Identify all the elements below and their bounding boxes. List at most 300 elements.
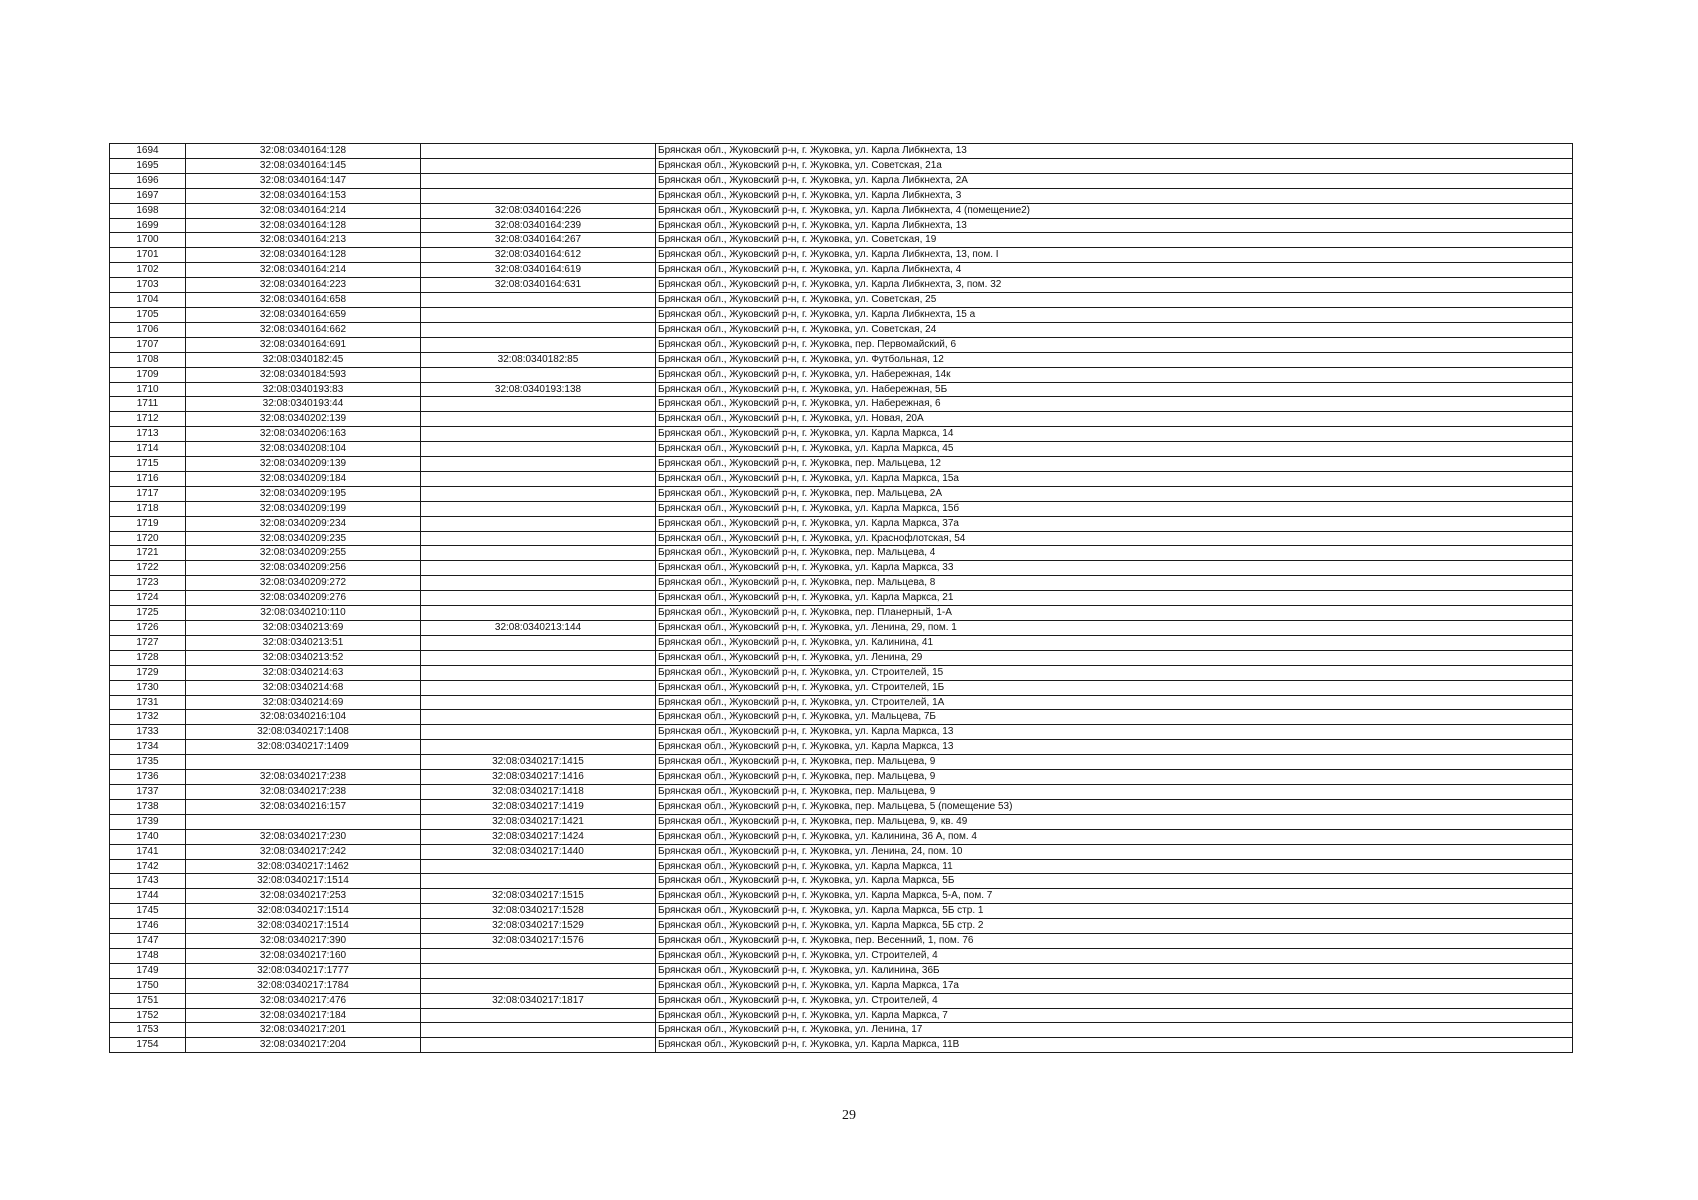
table-row — [110, 442, 1573, 457]
address-cell: Брянская обл., Жуковский р-н, г. Жуковка, ул. Советская, 19 — [656, 233, 1573, 248]
table-row — [110, 307, 1573, 322]
land-cadastral-number-cell: 32:08:0340209:256 — [186, 561, 421, 576]
table-row — [110, 203, 1573, 218]
table-row — [110, 919, 1573, 934]
land-cadastral-number-cell: 32:08:0340209:139 — [186, 457, 421, 472]
object-cadastral-number-cell — [421, 486, 656, 501]
table-row — [110, 844, 1573, 859]
address-cell: Брянская обл., Жуковский р-н, г. Жуковка, ул. Карла Маркса, 33 — [656, 561, 1573, 576]
address-cell: Брянская обл., Жуковский р-н, г. Жуковка, ул. Карла Маркса, 5Б стр. 1 — [656, 904, 1573, 919]
table-row — [110, 948, 1573, 963]
object-cadastral-number-cell — [421, 561, 656, 576]
row-number-cell: 1698 — [110, 203, 186, 218]
object-cadastral-number-cell — [421, 546, 656, 561]
object-cadastral-number-cell: 32:08:0340217:1817 — [421, 993, 656, 1008]
land-cadastral-number-cell: 32:08:0340164:213 — [186, 233, 421, 248]
address-cell: Брянская обл., Жуковский р-н, г. Жуковка, ул. Ленина, 24, пом. 10 — [656, 844, 1573, 859]
address-cell: Брянская обл., Жуковский р-н, г. Жуковка, ул. Карла Маркса, 11 — [656, 859, 1573, 874]
land-cadastral-number-cell: 32:08:0340217:1784 — [186, 978, 421, 993]
object-cadastral-number-cell — [421, 412, 656, 427]
row-number-cell: 1720 — [110, 531, 186, 546]
address-cell: Брянская обл., Жуковский р-н, г. Жуковка, ул. Карла Маркса, 37а — [656, 516, 1573, 531]
table-row — [110, 621, 1573, 636]
land-cadastral-number-cell: 32:08:0340182:45 — [186, 352, 421, 367]
row-number-cell: 1712 — [110, 412, 186, 427]
address-cell: Брянская обл., Жуковский р-н, г. Жуковка, ул. Ленина, 29, пом. 1 — [656, 621, 1573, 636]
address-cell: Брянская обл., Жуковский р-н, г. Жуковка, пер. Планерный, 1-А — [656, 606, 1573, 621]
address-cell: Брянская обл., Жуковский р-н, г. Жуковка, ул. Набережная, 5Б — [656, 382, 1573, 397]
table-row — [110, 680, 1573, 695]
address-cell: Брянская обл., Жуковский р-н, г. Жуковка, ул. Калинина, 36 А, пом. 4 — [656, 829, 1573, 844]
table-row — [110, 1038, 1573, 1053]
table-row — [110, 978, 1573, 993]
table-row — [110, 695, 1573, 710]
table-row — [110, 531, 1573, 546]
land-cadastral-number-cell: 32:08:0340164:128 — [186, 218, 421, 233]
address-cell: Брянская обл., Жуковский р-н, г. Жуковка, пер. Весенний, 1, пом. 76 — [656, 934, 1573, 949]
land-cadastral-number-cell: 32:08:0340217:1409 — [186, 740, 421, 755]
address-cell: Брянская обл., Жуковский р-н, г. Жуковка, ул. Карла Либкнехта, 4 (помещение2) — [656, 203, 1573, 218]
address-cell: Брянская обл., Жуковский р-н, г. Жуковка, ул. Карла Либкнехта, 13 — [656, 144, 1573, 159]
land-cadastral-number-cell: 32:08:0340164:214 — [186, 263, 421, 278]
row-number-cell: 1727 — [110, 635, 186, 650]
table-row — [110, 561, 1573, 576]
table-row — [110, 218, 1573, 233]
object-cadastral-number-cell: 32:08:0340213:144 — [421, 621, 656, 636]
table-row — [110, 1023, 1573, 1038]
table-row — [110, 904, 1573, 919]
table-row — [110, 486, 1573, 501]
table-row — [110, 963, 1573, 978]
table-row — [110, 412, 1573, 427]
row-number-cell: 1737 — [110, 784, 186, 799]
land-cadastral-number-cell: 32:08:0340217:184 — [186, 1008, 421, 1023]
table-row — [110, 293, 1573, 308]
row-number-cell: 1696 — [110, 173, 186, 188]
table-row — [110, 427, 1573, 442]
object-cadastral-number-cell: 32:08:0340164:226 — [421, 203, 656, 218]
land-cadastral-number-cell: 32:08:0340164:128 — [186, 248, 421, 263]
table-row — [110, 784, 1573, 799]
object-cadastral-number-cell — [421, 1038, 656, 1053]
address-cell: Брянская обл., Жуковский р-н, г. Жуковка, ул. Карла Маркса, 15а — [656, 471, 1573, 486]
row-number-cell: 1741 — [110, 844, 186, 859]
address-cell: Брянская обл., Жуковский р-н, г. Жуковка, ул. Набережная, 14к — [656, 367, 1573, 382]
land-cadastral-number-cell: 32:08:0340164:658 — [186, 293, 421, 308]
table-row — [110, 591, 1573, 606]
land-cadastral-number-cell — [186, 814, 421, 829]
land-cadastral-number-cell: 32:08:0340217:1462 — [186, 859, 421, 874]
address-cell: Брянская обл., Жуковский р-н, г. Жуковка, ул. Строителей, 4 — [656, 948, 1573, 963]
object-cadastral-number-cell — [421, 1023, 656, 1038]
land-cadastral-number-cell: 32:08:0340217:160 — [186, 948, 421, 963]
land-cadastral-number-cell: 32:08:0340193:44 — [186, 397, 421, 412]
row-number-cell: 1751 — [110, 993, 186, 1008]
object-cadastral-number-cell — [421, 442, 656, 457]
address-cell: Брянская обл., Жуковский р-н, г. Жуковка, ул. Краснофлотская, 54 — [656, 531, 1573, 546]
row-number-cell: 1748 — [110, 948, 186, 963]
object-cadastral-number-cell: 32:08:0340164:239 — [421, 218, 656, 233]
table-row — [110, 248, 1573, 263]
object-cadastral-number-cell — [421, 710, 656, 725]
address-cell: Брянская обл., Жуковский р-н, г. Жуковка, ул. Строителей, 1Б — [656, 680, 1573, 695]
table-row — [110, 799, 1573, 814]
row-number-cell: 1710 — [110, 382, 186, 397]
address-cell: Брянская обл., Жуковский р-н, г. Жуковка, ул. Строителей, 15 — [656, 665, 1573, 680]
address-cell: Брянская обл., Жуковский р-н, г. Жуковка, ул. Карла Либкнехта, 13, пом. I — [656, 248, 1573, 263]
row-number-cell: 1744 — [110, 889, 186, 904]
object-cadastral-number-cell — [421, 665, 656, 680]
land-cadastral-number-cell: 32:08:0340209:272 — [186, 576, 421, 591]
row-number-cell: 1697 — [110, 188, 186, 203]
land-cadastral-number-cell: 32:08:0340217:238 — [186, 770, 421, 785]
address-cell: Брянская обл., Жуковский р-н, г. Жуковка, ул. Карла Либкнехта, 15 а — [656, 307, 1573, 322]
table-row — [110, 278, 1573, 293]
object-cadastral-number-cell: 32:08:0340217:1419 — [421, 799, 656, 814]
table-row — [110, 471, 1573, 486]
row-number-cell: 1699 — [110, 218, 186, 233]
land-cadastral-number-cell: 32:08:0340217:1514 — [186, 919, 421, 934]
address-cell: Брянская обл., Жуковский р-н, г. Жуковка, ул. Советская, 25 — [656, 293, 1573, 308]
row-number-cell: 1732 — [110, 710, 186, 725]
row-number-cell: 1746 — [110, 919, 186, 934]
address-cell: Брянская обл., Жуковский р-н, г. Жуковка, ул. Мальцева, 7Б — [656, 710, 1573, 725]
address-cell: Брянская обл., Жуковский р-н, г. Жуковка, пер. Мальцева, 5 (помещение 53) — [656, 799, 1573, 814]
row-number-cell: 1717 — [110, 486, 186, 501]
row-number-cell: 1729 — [110, 665, 186, 680]
row-number-cell: 1728 — [110, 650, 186, 665]
object-cadastral-number-cell — [421, 158, 656, 173]
row-number-cell: 1711 — [110, 397, 186, 412]
table-row — [110, 457, 1573, 472]
row-number-cell: 1719 — [110, 516, 186, 531]
land-cadastral-number-cell: 32:08:0340213:51 — [186, 635, 421, 650]
object-cadastral-number-cell — [421, 1008, 656, 1023]
address-cell: Брянская обл., Жуковский р-н, г. Жуковка, ул. Набережная, 6 — [656, 397, 1573, 412]
land-cadastral-number-cell: 32:08:0340164:147 — [186, 173, 421, 188]
object-cadastral-number-cell: 32:08:0340217:1528 — [421, 904, 656, 919]
table-row — [110, 173, 1573, 188]
row-number-cell: 1743 — [110, 874, 186, 889]
row-number-cell: 1706 — [110, 322, 186, 337]
land-cadastral-number-cell: 32:08:0340213:69 — [186, 621, 421, 636]
row-number-cell: 1724 — [110, 591, 186, 606]
row-number-cell: 1753 — [110, 1023, 186, 1038]
row-number-cell: 1734 — [110, 740, 186, 755]
land-cadastral-number-cell: 32:08:0340209:235 — [186, 531, 421, 546]
land-cadastral-number-cell: 32:08:0340217:476 — [186, 993, 421, 1008]
land-cadastral-number-cell: 32:08:0340184:593 — [186, 367, 421, 382]
object-cadastral-number-cell: 32:08:0340217:1418 — [421, 784, 656, 799]
table-row — [110, 859, 1573, 874]
row-number-cell: 1736 — [110, 770, 186, 785]
land-cadastral-number-cell: 32:08:0340206:163 — [186, 427, 421, 442]
address-cell: Брянская обл., Жуковский р-н, г. Жуковка, пер. Мальцева, 12 — [656, 457, 1573, 472]
row-number-cell: 1694 — [110, 144, 186, 159]
land-cadastral-number-cell: 32:08:0340214:68 — [186, 680, 421, 695]
table-row — [110, 158, 1573, 173]
land-cadastral-number-cell: 32:08:0340164:691 — [186, 337, 421, 352]
address-cell: Брянская обл., Жуковский р-н, г. Жуковка, ул. Калинина, 36Б — [656, 963, 1573, 978]
address-cell: Брянская обл., Жуковский р-н, г. Жуковка, ул. Карла Маркса, 7 — [656, 1008, 1573, 1023]
address-cell: Брянская обл., Жуковский р-н, г. Жуковка, ул. Карла Маркса, 21 — [656, 591, 1573, 606]
table-row — [110, 710, 1573, 725]
object-cadastral-number-cell: 32:08:0340193:138 — [421, 382, 656, 397]
object-cadastral-number-cell — [421, 591, 656, 606]
land-cadastral-number-cell: 32:08:0340209:255 — [186, 546, 421, 561]
table-row — [110, 635, 1573, 650]
registry-table — [109, 143, 1573, 1053]
object-cadastral-number-cell — [421, 427, 656, 442]
address-cell: Брянская обл., Жуковский р-н, г. Жуковка, пер. Мальцева, 9 — [656, 784, 1573, 799]
row-number-cell: 1709 — [110, 367, 186, 382]
row-number-cell: 1733 — [110, 725, 186, 740]
row-number-cell: 1718 — [110, 501, 186, 516]
row-number-cell: 1702 — [110, 263, 186, 278]
land-cadastral-number-cell: 32:08:0340217:201 — [186, 1023, 421, 1038]
land-cadastral-number-cell: 32:08:0340193:83 — [186, 382, 421, 397]
address-cell: Брянская обл., Жуковский р-н, г. Жуковка, ул. Карла Маркса, 17а — [656, 978, 1573, 993]
row-number-cell: 1735 — [110, 755, 186, 770]
table-row — [110, 829, 1573, 844]
land-cadastral-number-cell: 32:08:0340164:223 — [186, 278, 421, 293]
address-cell: Брянская обл., Жуковский р-н, г. Жуковка, пер. Мальцева, 2А — [656, 486, 1573, 501]
table-row — [110, 501, 1573, 516]
row-number-cell: 1738 — [110, 799, 186, 814]
land-cadastral-number-cell: 32:08:0340209:199 — [186, 501, 421, 516]
land-cadastral-number-cell: 32:08:0340217:1514 — [186, 874, 421, 889]
table-row — [110, 770, 1573, 785]
land-cadastral-number-cell: 32:08:0340217:1777 — [186, 963, 421, 978]
object-cadastral-number-cell — [421, 740, 656, 755]
address-cell: Брянская обл., Жуковский р-н, г. Жуковка, ул. Карла Маркса, 11В — [656, 1038, 1573, 1053]
land-cadastral-number-cell: 32:08:0340217:242 — [186, 844, 421, 859]
row-number-cell: 1701 — [110, 248, 186, 263]
object-cadastral-number-cell: 32:08:0340217:1415 — [421, 755, 656, 770]
land-cadastral-number-cell: 32:08:0340209:276 — [186, 591, 421, 606]
object-cadastral-number-cell — [421, 322, 656, 337]
land-cadastral-number-cell: 32:08:0340202:139 — [186, 412, 421, 427]
table-row — [110, 650, 1573, 665]
object-cadastral-number-cell — [421, 695, 656, 710]
address-cell: Брянская обл., Жуковский р-н, г. Жуковка, пер. Мальцева, 8 — [656, 576, 1573, 591]
row-number-cell: 1722 — [110, 561, 186, 576]
object-cadastral-number-cell — [421, 471, 656, 486]
object-cadastral-number-cell: 32:08:0340217:1416 — [421, 770, 656, 785]
row-number-cell: 1716 — [110, 471, 186, 486]
object-cadastral-number-cell — [421, 307, 656, 322]
land-cadastral-number-cell — [186, 755, 421, 770]
land-cadastral-number-cell: 32:08:0340214:63 — [186, 665, 421, 680]
address-cell: Брянская обл., Жуковский р-н, г. Жуковка, ул. Карла Маркса, 5Б стр. 2 — [656, 919, 1573, 934]
table-row — [110, 263, 1573, 278]
object-cadastral-number-cell: 32:08:0340164:267 — [421, 233, 656, 248]
table-row — [110, 874, 1573, 889]
object-cadastral-number-cell — [421, 978, 656, 993]
row-number-cell: 1750 — [110, 978, 186, 993]
land-cadastral-number-cell: 32:08:0340208:104 — [186, 442, 421, 457]
table-row — [110, 516, 1573, 531]
land-cadastral-number-cell: 32:08:0340217:238 — [186, 784, 421, 799]
land-cadastral-number-cell: 32:08:0340217:204 — [186, 1038, 421, 1053]
object-cadastral-number-cell — [421, 531, 656, 546]
table-row — [110, 367, 1573, 382]
row-number-cell: 1742 — [110, 859, 186, 874]
row-number-cell: 1715 — [110, 457, 186, 472]
address-cell: Брянская обл., Жуковский р-н, г. Жуковка, ул. Карла Либкнехта, 4 — [656, 263, 1573, 278]
land-cadastral-number-cell: 32:08:0340164:128 — [186, 144, 421, 159]
object-cadastral-number-cell: 32:08:0340164:619 — [421, 263, 656, 278]
row-number-cell: 1695 — [110, 158, 186, 173]
object-cadastral-number-cell: 32:08:0340164:631 — [421, 278, 656, 293]
object-cadastral-number-cell: 32:08:0340217:1576 — [421, 934, 656, 949]
object-cadastral-number-cell: 32:08:0340182:85 — [421, 352, 656, 367]
object-cadastral-number-cell — [421, 501, 656, 516]
row-number-cell: 1726 — [110, 621, 186, 636]
table-row — [110, 382, 1573, 397]
row-number-cell: 1747 — [110, 934, 186, 949]
address-cell: Брянская обл., Жуковский р-н, г. Жуковка, ул. Карла Либкнехта, 3 — [656, 188, 1573, 203]
land-cadastral-number-cell: 32:08:0340216:157 — [186, 799, 421, 814]
row-number-cell: 1700 — [110, 233, 186, 248]
object-cadastral-number-cell: 32:08:0340164:612 — [421, 248, 656, 263]
land-cadastral-number-cell: 32:08:0340216:104 — [186, 710, 421, 725]
object-cadastral-number-cell — [421, 650, 656, 665]
address-cell: Брянская обл., Жуковский р-н, г. Жуковка, ул. Калинина, 41 — [656, 635, 1573, 650]
object-cadastral-number-cell: 32:08:0340217:1515 — [421, 889, 656, 904]
row-number-cell: 1749 — [110, 963, 186, 978]
object-cadastral-number-cell — [421, 963, 656, 978]
address-cell: Брянская обл., Жуковский р-н, г. Жуковка, ул. Карла Либкнехта, 2А — [656, 173, 1573, 188]
object-cadastral-number-cell — [421, 337, 656, 352]
object-cadastral-number-cell — [421, 859, 656, 874]
address-cell: Брянская обл., Жуковский р-н, г. Жуковка, ул. Советская, 24 — [656, 322, 1573, 337]
object-cadastral-number-cell — [421, 874, 656, 889]
object-cadastral-number-cell: 32:08:0340217:1424 — [421, 829, 656, 844]
table-row — [110, 397, 1573, 412]
table-row — [110, 322, 1573, 337]
table-row — [110, 337, 1573, 352]
object-cadastral-number-cell — [421, 293, 656, 308]
object-cadastral-number-cell: 32:08:0340217:1440 — [421, 844, 656, 859]
address-cell: Брянская обл., Жуковский р-н, г. Жуковка, пер. Мальцева, 9, кв. 49 — [656, 814, 1573, 829]
object-cadastral-number-cell — [421, 680, 656, 695]
row-number-cell: 1725 — [110, 606, 186, 621]
row-number-cell: 1713 — [110, 427, 186, 442]
address-cell: Брянская обл., Жуковский р-н, г. Жуковка, ул. Карла Маркса, 13 — [656, 740, 1573, 755]
table-row — [110, 1008, 1573, 1023]
address-cell: Брянская обл., Жуковский р-н, г. Жуковка, ул. Ленина, 17 — [656, 1023, 1573, 1038]
object-cadastral-number-cell — [421, 516, 656, 531]
table-row — [110, 144, 1573, 159]
table-row — [110, 934, 1573, 949]
object-cadastral-number-cell — [421, 576, 656, 591]
land-cadastral-number-cell: 32:08:0340213:52 — [186, 650, 421, 665]
object-cadastral-number-cell — [421, 948, 656, 963]
land-cadastral-number-cell: 32:08:0340217:230 — [186, 829, 421, 844]
land-cadastral-number-cell: 32:08:0340217:1514 — [186, 904, 421, 919]
land-cadastral-number-cell: 32:08:0340217:253 — [186, 889, 421, 904]
row-number-cell: 1721 — [110, 546, 186, 561]
object-cadastral-number-cell: 32:08:0340217:1529 — [421, 919, 656, 934]
object-cadastral-number-cell — [421, 144, 656, 159]
land-cadastral-number-cell: 32:08:0340164:659 — [186, 307, 421, 322]
land-cadastral-number-cell: 32:08:0340164:214 — [186, 203, 421, 218]
land-cadastral-number-cell: 32:08:0340210:110 — [186, 606, 421, 621]
address-cell: Брянская обл., Жуковский р-н, г. Жуковка, ул. Карла Либкнехта, 3, пом. 32 — [656, 278, 1573, 293]
row-number-cell: 1745 — [110, 904, 186, 919]
land-cadastral-number-cell: 32:08:0340164:662 — [186, 322, 421, 337]
land-cadastral-number-cell: 32:08:0340217:390 — [186, 934, 421, 949]
object-cadastral-number-cell — [421, 367, 656, 382]
row-number-cell: 1740 — [110, 829, 186, 844]
address-cell: Брянская обл., Жуковский р-н, г. Жуковка, ул. Карла Маркса, 14 — [656, 427, 1573, 442]
object-cadastral-number-cell — [421, 173, 656, 188]
row-number-cell: 1708 — [110, 352, 186, 367]
object-cadastral-number-cell — [421, 725, 656, 740]
registry-table-body — [110, 144, 1573, 1053]
address-cell: Брянская обл., Жуковский р-н, г. Жуковка, ул. Строителей, 1А — [656, 695, 1573, 710]
table-row — [110, 352, 1573, 367]
row-number-cell: 1705 — [110, 307, 186, 322]
page-number: 29 — [842, 1108, 856, 1123]
object-cadastral-number-cell — [421, 635, 656, 650]
address-cell: Брянская обл., Жуковский р-н, г. Жуковка, ул. Карла Маркса, 13 — [656, 725, 1573, 740]
row-number-cell: 1752 — [110, 1008, 186, 1023]
object-cadastral-number-cell — [421, 188, 656, 203]
land-cadastral-number-cell: 32:08:0340214:69 — [186, 695, 421, 710]
address-cell: Брянская обл., Жуковский р-н, г. Жуковка, пер. Мальцева, 4 — [656, 546, 1573, 561]
row-number-cell: 1703 — [110, 278, 186, 293]
row-number-cell: 1739 — [110, 814, 186, 829]
row-number-cell: 1731 — [110, 695, 186, 710]
table-row — [110, 188, 1573, 203]
address-cell: Брянская обл., Жуковский р-н, г. Жуковка, ул. Советская, 21а — [656, 158, 1573, 173]
row-number-cell: 1707 — [110, 337, 186, 352]
land-cadastral-number-cell: 32:08:0340164:153 — [186, 188, 421, 203]
address-cell: Брянская обл., Жуковский р-н, г. Жуковка, пер. Мальцева, 9 — [656, 755, 1573, 770]
row-number-cell: 1704 — [110, 293, 186, 308]
address-cell: Брянская обл., Жуковский р-н, г. Жуковка, пер. Мальцева, 9 — [656, 770, 1573, 785]
address-cell: Брянская обл., Жуковский р-н, г. Жуковка, ул. Карла Либкнехта, 13 — [656, 218, 1573, 233]
address-cell: Брянская обл., Жуковский р-н, г. Жуковка, пер. Первомайский, 6 — [656, 337, 1573, 352]
address-cell: Брянская обл., Жуковский р-н, г. Жуковка, ул. Строителей, 4 — [656, 993, 1573, 1008]
land-cadastral-number-cell: 32:08:0340209:234 — [186, 516, 421, 531]
object-cadastral-number-cell — [421, 606, 656, 621]
table-row — [110, 233, 1573, 248]
object-cadastral-number-cell — [421, 397, 656, 412]
table-row — [110, 725, 1573, 740]
table-row — [110, 993, 1573, 1008]
table-row — [110, 814, 1573, 829]
address-cell: Брянская обл., Жуковский р-н, г. Жуковка, ул. Новая, 20А — [656, 412, 1573, 427]
table-row — [110, 755, 1573, 770]
address-cell: Брянская обл., Жуковский р-н, г. Жуковка, ул. Карла Маркса, 45 — [656, 442, 1573, 457]
table-row — [110, 740, 1573, 755]
table-row — [110, 606, 1573, 621]
table-row — [110, 546, 1573, 561]
row-number-cell: 1754 — [110, 1038, 186, 1053]
address-cell: Брянская обл., Жуковский р-н, г. Жуковка, ул. Ленина, 29 — [656, 650, 1573, 665]
address-cell: Брянская обл., Жуковский р-н, г. Жуковка, ул. Карла Маркса, 5Б — [656, 874, 1573, 889]
object-cadastral-number-cell: 32:08:0340217:1421 — [421, 814, 656, 829]
row-number-cell: 1723 — [110, 576, 186, 591]
table-row — [110, 889, 1573, 904]
object-cadastral-number-cell — [421, 457, 656, 472]
address-cell: Брянская обл., Жуковский р-н, г. Жуковка, ул. Карла Маркса, 5-А, пом. 7 — [656, 889, 1573, 904]
row-number-cell: 1714 — [110, 442, 186, 457]
land-cadastral-number-cell: 32:08:0340209:184 — [186, 471, 421, 486]
